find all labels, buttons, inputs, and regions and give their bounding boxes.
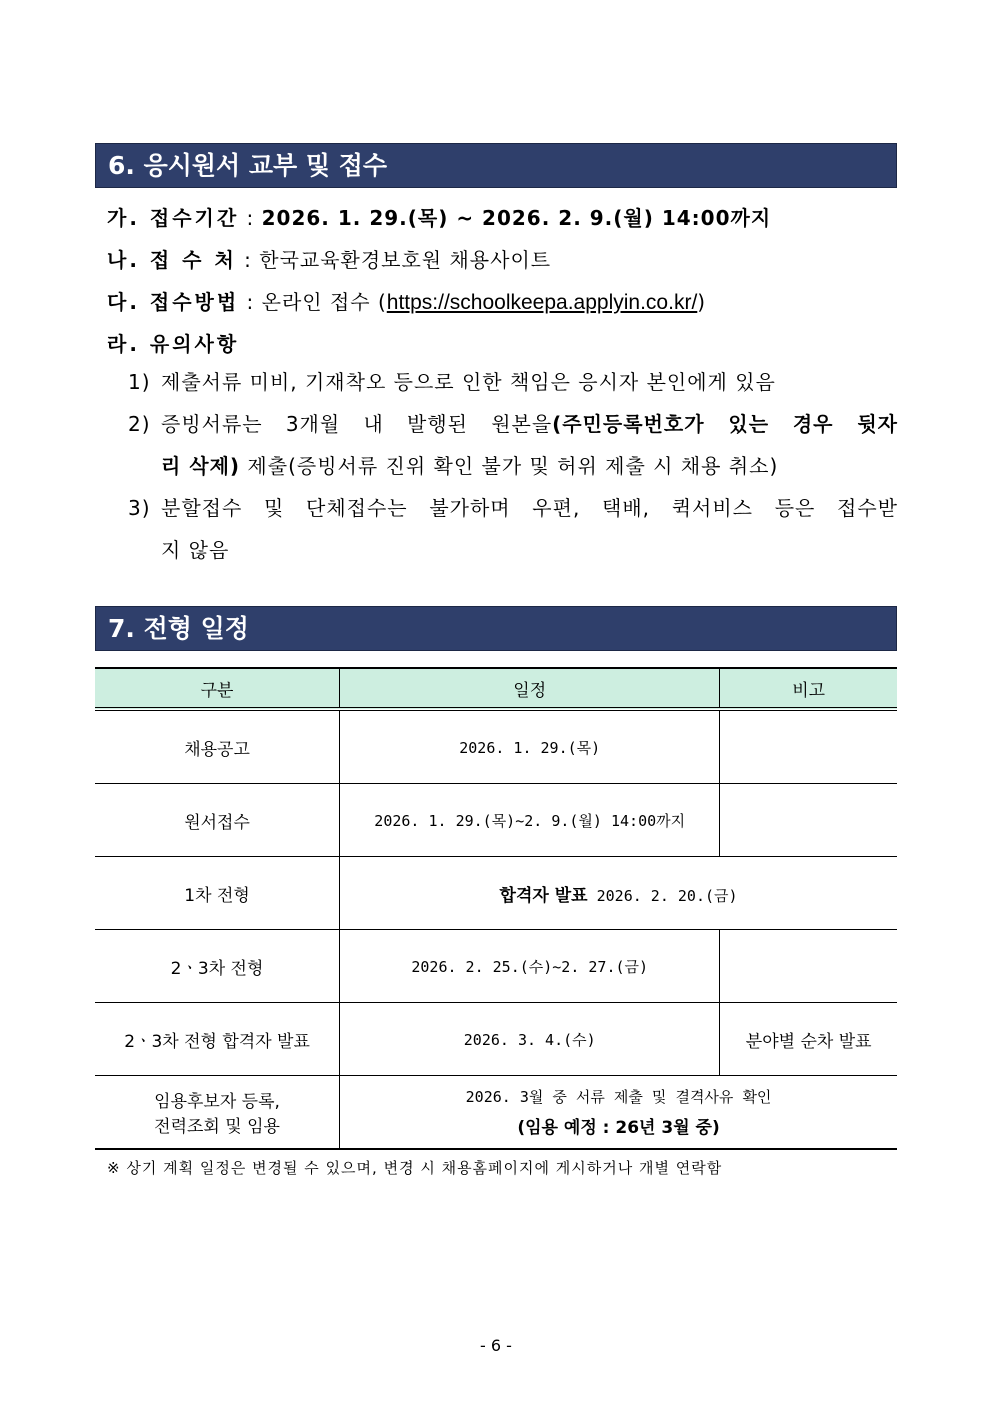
precaution-item-3 — [128, 487, 898, 571]
stage-line-1: 임용후보자 등록, — [154, 1092, 280, 1112]
remark-cell — [720, 709, 897, 784]
precaution-num-3: 3) — [128, 496, 151, 520]
application-period-label: 가. 접수기간 — [107, 206, 240, 230]
application-method-prefix: 온라인 접수 ( — [261, 290, 387, 314]
stage-cell: 1차 전형 — [95, 857, 340, 930]
schedule-cell: 2026. 1. 29.(목) — [340, 709, 720, 784]
stage-cell: 원서접수 — [95, 784, 340, 857]
precaution-text-3-line2: 지 않음 — [161, 538, 230, 562]
precautions-heading — [107, 328, 239, 357]
schedule-line-1: 2026. 3월 중 서류 제출 및 결격사유 확인 — [465, 1088, 772, 1106]
precaution-text-1: 제출서류 미비, 기재착오 등으로 인한 책임은 응시자 본인에게 있음 — [161, 370, 776, 394]
section-6-header — [95, 143, 897, 188]
precaution-num-2: 2) — [128, 412, 151, 436]
header-schedule: 일정 — [340, 668, 720, 709]
section-6-title: 6. 응시원서 교부 및 접수 — [108, 151, 388, 180]
application-method-suffix: ) — [697, 290, 707, 314]
application-period: 가. 접수기간 : 2026. 1. 29.(목) ~ 2026. 2. 9.(월) 14:00까지 — [107, 206, 772, 230]
stage-cell: 2ㆍ3차 전형 — [95, 930, 340, 1003]
table-header-row — [95, 668, 897, 709]
schedule-cell-merged — [340, 857, 897, 930]
stage-cell — [95, 1076, 340, 1150]
schedule-cell: 2026. 3. 4.(수) — [340, 1003, 720, 1076]
application-place-value: 한국교육환경보호원 채용사이트 — [259, 248, 552, 272]
application-site-link[interactable]: https://schoolkeepa.applyin.co.kr/ — [386, 291, 698, 314]
precautions-label: 라. 유의사항 — [107, 332, 240, 356]
header-remark: 비고 — [720, 668, 897, 709]
stage-cell: 2ㆍ3차 전형 합격자 발표 — [95, 1003, 340, 1076]
schedule-cell: 2026. 2. 25.(수)~2. 27.(금) — [340, 930, 720, 1003]
schedule-line-2: (임용 예정 : 26년 3월 중) — [517, 1118, 720, 1138]
remark-cell — [720, 784, 897, 857]
precaution-item-2 — [128, 403, 898, 487]
announcement-label: 합격자 발표 — [499, 885, 588, 906]
precaution-item-1 — [128, 361, 898, 403]
remark-cell: 분야별 순차 발표 — [720, 1003, 897, 1076]
announcement-date: 2026. 2. 20.(금) — [587, 886, 738, 905]
application-place-label: 나. 접 수 처 — [107, 248, 237, 272]
table-row — [95, 857, 897, 930]
precaution-text-2-line2: 리 삭제) 제출(증빙서류 진위 확인 불가 및 허위 제출 시 채용 취소) — [161, 454, 779, 478]
precaution-text-3-line1: 분할접수 및 단체접수는 불가하며 우편, 택배, 퀵서비스 등은 접수받 — [161, 496, 898, 520]
application-method-label: 다. 접수방법 — [107, 290, 240, 314]
schedule-table — [95, 667, 897, 1150]
schedule-cell: 2026. 1. 29.(목)~2. 9.(월) 14:00까지 — [340, 784, 720, 857]
section-7-header — [95, 606, 897, 651]
table-row — [95, 1076, 897, 1150]
table-row — [95, 930, 897, 1003]
table-row — [95, 784, 897, 857]
table-row — [95, 709, 897, 784]
section-7-title: 7. 전형 일정 — [108, 614, 249, 643]
remark-cell — [720, 930, 897, 1003]
page-number: - 6 - — [480, 1336, 512, 1355]
table-row — [95, 1003, 897, 1076]
precaution-num-1: 1) — [128, 370, 151, 394]
stage-line-2: 전력조회 및 임용 — [154, 1117, 280, 1137]
application-period-value: 2026. 1. 29.(목) ~ 2026. 2. 9.(월) 14:00까지 — [261, 206, 772, 230]
precaution-text-2-line1: 증빙서류는 3개월 내 발행된 원본을(주민등록번호가 있는 경우 뒷자 — [161, 412, 898, 436]
stage-cell: 채용공고 — [95, 709, 340, 784]
schedule-footnote: ※ 상기 계획 일정은 변경될 수 있으며, 변경 시 채용홈페이지에 게시하거나 개별 연락함 — [107, 1159, 723, 1177]
application-place: 나. 접 수 처 : 한국교육환경보호원 채용사이트 — [107, 248, 552, 272]
header-stage: 구분 — [95, 668, 340, 709]
schedule-cell-merged — [340, 1076, 897, 1150]
application-method: 다. 접수방법 : 온라인 접수 (https://schoolkeepa.applyin.co.kr/) — [107, 290, 707, 314]
